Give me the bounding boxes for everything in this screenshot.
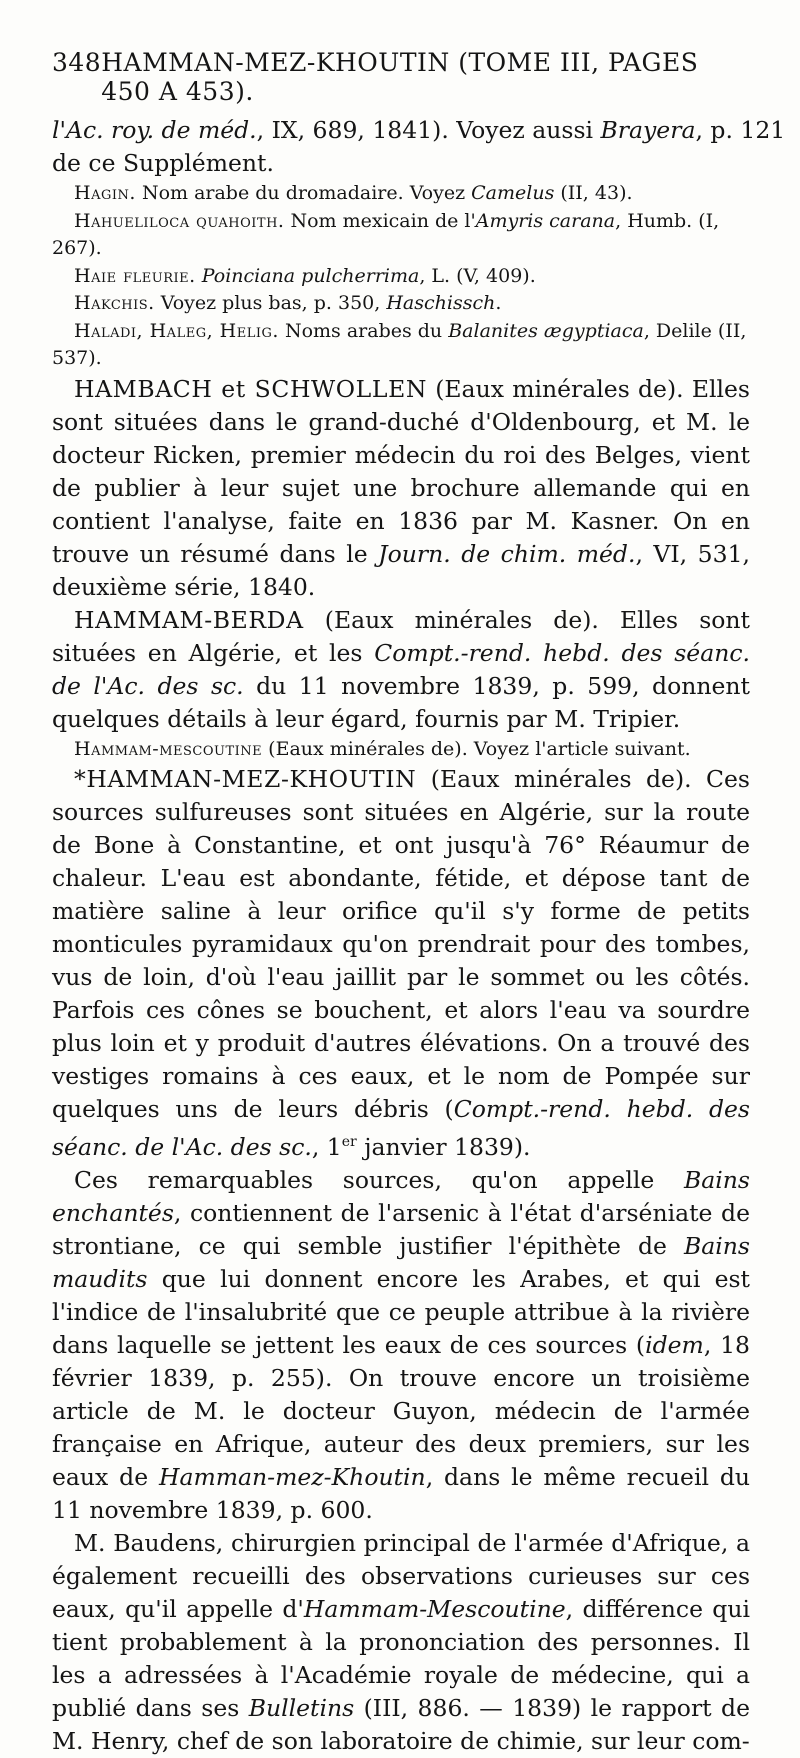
entry-text: (Eaux minérales de). Ces sources sulfureuses sont situées en Algérie, sur la route de Bone à Constantine, et ont jusqu'à 76° Réaumur de chaleur. L'eau est abondante, fétide, et dépose tant de matière saline à leur orifice qu'il s'y forme de petits monticules pyramidaux qu'on prendrait pour des tombes, vus de loin, d'où l'eau jaillit par le sommet ou les côtés. Parfois ces cônes se bouchent, et alors l'eau va sourdre plus loin et y produit d'autres élévations. On a trouvé des vestiges romains à ces eaux, et le nom de Pompée sur quelques uns de leurs débris ( (52, 765, 750, 1123)
entry-ref: Haschissch (386, 292, 496, 314)
superscript: er (341, 1134, 357, 1150)
entry-text: (Eaux minérales de). Elles sont situées dans le grand-duché d'Oldenbourg, et M. le docteur Ricken, premier médecin du roi des Belges, vient de publier à leur sujet une brochure allemande qui en contient l'analyse, faite en 1836 par M. Kasner. On en trouve un résumé dans le (52, 374, 750, 568)
citation-text: , p. 121 (695, 116, 786, 144)
entry-head: Hammam-mescoutine (74, 737, 263, 760)
entry-text: , VI, 531, deuxième série, 1840. (52, 539, 750, 601)
citation-ref: Compt.-rend. hebd. des séanc. de l'Ac. des sc. (52, 1095, 750, 1161)
entry-ref: Camelus (471, 182, 555, 204)
entry-head: Hagin. (74, 182, 136, 204)
running-head (52, 48, 750, 106)
entry-ref: Amyris carana (475, 209, 616, 232)
entry-head: HAMMAM-BERDA (74, 605, 304, 634)
entry-text: janvier 1839). (356, 1132, 531, 1161)
paragraph-baudens (52, 1527, 750, 1758)
paragraph-text: , dans le même recueil du 11 novembre 1839, p. 600. (52, 1462, 750, 1524)
entry-head: HAMBACH et SCHWOLLEN (74, 374, 427, 403)
paragraph-text: (III, 886. — 1839) le rapport de M. Henry, chef de son laboratoire de chimie, sur leur com- (52, 1693, 750, 1755)
paragraph-sources (52, 1164, 750, 1527)
paragraph-text: M. Baudens, chirurgien principal de l'armée d'Afrique, a également recueilli des observations curieuses sur ces eaux, qu'il appelle d' (52, 1528, 750, 1623)
entry-text: Noms arabes du (278, 319, 449, 342)
cross-ref: Brayera (600, 116, 696, 144)
entry-hammam-mescoutine (52, 736, 750, 764)
citation-ref: Journ. de chim. méd. (378, 539, 636, 568)
entry-text: Voyez plus bas, p. 350, (154, 292, 387, 314)
italic-term: idem (645, 1330, 704, 1359)
entry-hakchis (52, 290, 750, 318)
entry-haie (52, 263, 750, 291)
entry-hambach (52, 373, 750, 604)
continuation-line-2: de ce Supplément. (52, 149, 274, 177)
citation-text: , IX, 689, 1841). Voyez aussi (256, 116, 601, 144)
entry-text: (II, 43). (554, 182, 633, 204)
entry-head: Hahueliloca quahoith. (74, 209, 285, 232)
entry-hahueliloca (52, 208, 750, 263)
paragraph-text: , différence qui tient probablement à la prononciation des personnes. Il les a adressées à l'Académie royale de médecine, qui a publié dans ses (52, 1594, 750, 1722)
entry-ref: Balanites ægyptiaca (448, 319, 644, 342)
paragraph-text: , 18 février 1839, p. 255). On trouve encore un troisième article de M. le docteur Guyon, médecin de l'armée française en Afrique, auteur des deux premiers, sur les eaux de (52, 1330, 750, 1491)
paragraph-text: que lui donnent encore les Arabes, et qui est l'indice de l'insalubrité que ce peuple attribue à la rivière dans laquelle se jettent les eaux de ces sources ( (52, 1264, 750, 1359)
citation-text: l'Ac. roy. de méd. (52, 116, 257, 144)
paragraph-text: , contiennent de l'arsenic à l'état d'arséniate de strontiane, ce qui semble justifier l'épithète de (52, 1198, 750, 1260)
entry-text: du 11 novembre 1839, p. 599, donnent quelques détails à leur égard, fournis par M. Tripier. (52, 671, 750, 733)
entry-hagin (52, 180, 750, 208)
entry-text: (Eaux minérales de). Elles sont situées en Algérie, et les (52, 605, 750, 667)
page-number: 348 (52, 48, 102, 77)
italic-term: Hammam-Mescoutine (303, 1594, 566, 1623)
entry-head: Haladi, Haleg, Helig. (74, 319, 279, 342)
entry-head: Hakchis. (74, 292, 155, 314)
entry-ref: Poinciana pulcherrima (201, 264, 420, 287)
entry-text: Nom arabe du dromadaire. Voyez (135, 182, 472, 204)
italic-term: Bulletins (248, 1693, 355, 1722)
entry-text: (Eaux minérales de). Voyez l'article suivant. (262, 737, 691, 760)
citation-ref: Compt.-rend. hebd. des séanc. de l'Ac. des sc. (52, 638, 750, 700)
italic-term: Bains maudits (52, 1231, 750, 1293)
entry-text: . (495, 292, 502, 314)
entry-haladi (52, 318, 750, 373)
italic-term: Bains enchantés (52, 1165, 750, 1227)
entry-text: , Delile (II, 537). (52, 319, 747, 369)
entry-text: , Humb. (I, 267). (52, 209, 720, 259)
entry-hammam-berda (52, 604, 750, 736)
italic-term: Hamman-mez-Khoutin (158, 1462, 426, 1491)
entry-text: , 1 (311, 1132, 342, 1161)
entry-text: , L. (V, 409). (419, 264, 536, 287)
paragraph-text: Ces remarquables sources, qu'on appelle (74, 1165, 684, 1194)
entry-head: Haie fleurie. (74, 264, 196, 287)
running-title: HAMMAN-MEZ-KHOUTIN (TOME III, PAGES 450 A 453). (101, 48, 699, 106)
entry-text: Nom mexicain de l' (284, 209, 476, 232)
continuation-line-1 (52, 114, 786, 147)
entry-head: *HAMMAN-MEZ-KHOUTIN (74, 765, 417, 793)
entry-hamman-mez-khoutin (52, 763, 750, 1164)
